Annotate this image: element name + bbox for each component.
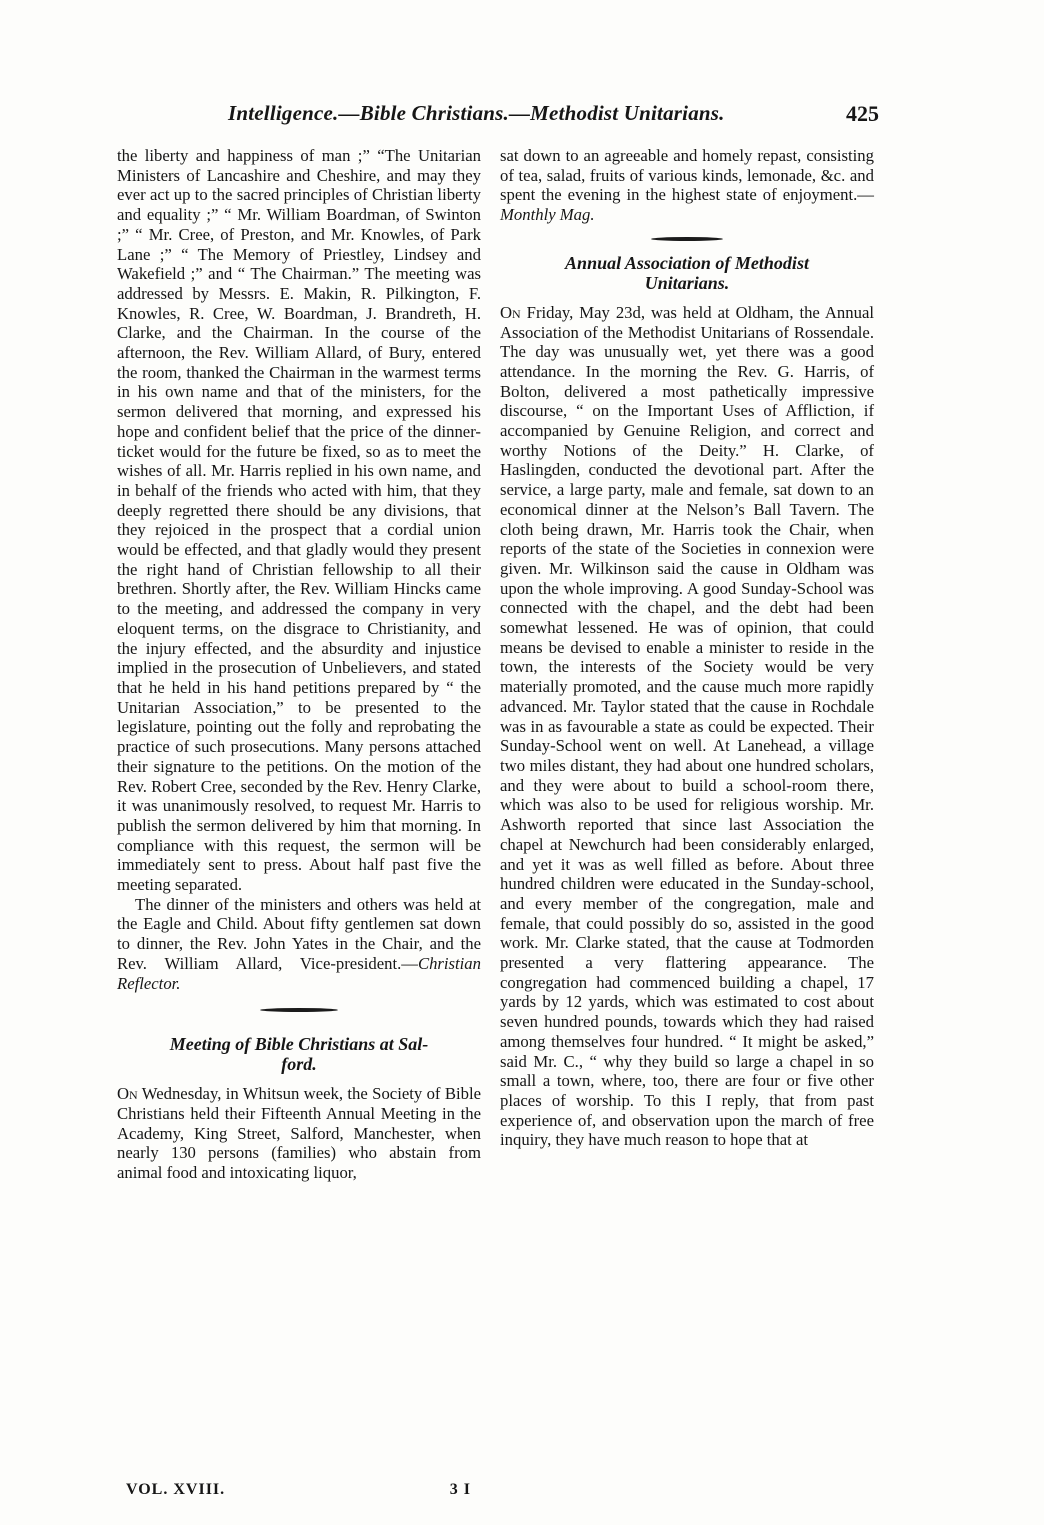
left-column <box>117 146 481 1183</box>
right-column <box>500 146 874 1150</box>
paragraph <box>117 895 481 994</box>
paragraph <box>500 303 874 1150</box>
paragraph <box>117 1084 481 1183</box>
lead-word: On <box>117 1084 138 1104</box>
source-attribution: Monthly Mag. <box>500 205 595 225</box>
paragraph <box>500 146 874 225</box>
source-attribution: Christian Reflector. <box>117 953 481 993</box>
section-heading-line: Unitarians. <box>644 272 730 293</box>
section-heading-line: Meeting of Bible Christians at Sal- <box>169 1034 429 1055</box>
section-heading-line: ford. <box>281 1054 317 1075</box>
paragraph-text: Friday, May 23d, was held at Oldham, the Annual Association of the Methodist Unitarians of Rossendale. The day was unusually wet, yet there was a good attendance. In the morning the Rev. G. Harris, of Bolton, delivered a most pathetically impressive discourse, “ on the Important Uses of Affliction, if accompanied by Genuine Religion, and correct and worthy Notions of the Deity.” H. Clarke, of Haslingden, conducted the devotional part. After the service, a large party, male and female, sat down to an economical dinner at the Nelson’s Ball Tavern. The cloth being drawn, Mr. Harris took the Chair, when reports of the state of the Societies in connexion were given. Mr. Wilkinson said the cause in Oldham was upon the whole improving. A good Sunday-School was connected with the chapel, and the debt had been somewhat lessened. He was of opinion, that could means be devised to enable a minister to reside in the town, the interests of the Society would be very materially promoted, and the cause much more rapidly advanced. Mr. Taylor stated that the cause in Rochdale was in as favourable a state as could be expected. Their Sunday-School went on well. At Lanehead, a village two miles distant, they had about one hundred scholars, and they were about to build a school-room there, which was also to be used for religious worship. Mr. Ashworth reported that since last Association the chapel at Newchurch had been considerably enlarged, and yet it was as well filled as before. About three hundred children were educated in the Sunday-school, and every member of the congregation, male and female, that could possibly do so, assisted in the good work. Mr. Clarke stated, that the cause at Todmorden presented a very flattering appearance. The congregation had commenced building a chapel, 17 yards by 12 yards, which was estimated to cost about seven hundred pounds, towards which they had raised among themselves four hundred. “ It might be asked,” said Mr. C., “ why they build so large a chapel in so small a town, where, too, there are four or five other places of worship. To this I reply, that from past experience of, and observation upon the march of free inquiry, they have much reason to hope that at <box>500 302 874 1150</box>
section-heading-line: Annual Association of Methodist <box>565 252 809 273</box>
section-rule <box>651 237 723 241</box>
lead-word: On <box>500 302 521 322</box>
paragraph-text: sat down to an agreeable and homely repast, consisting of tea, salad, fruits of various kinds, lemonade, &c. and spent the evening in the highest state of enjoyment.— <box>500 146 874 205</box>
paragraph-text: Wednesday, in Whitsun week, the Society of Bible Christians held their Fifteenth Annual Meeting in the Academy, King Street, Salford, Manchester, when nearly 130 persons (families) who abstain from animal food and intoxicating liquor, <box>117 1084 481 1183</box>
page-number: 425 <box>846 101 879 126</box>
section-rule <box>260 1008 338 1012</box>
section-heading <box>500 253 874 293</box>
volume-label: VOL. XVIII. <box>126 1481 226 1498</box>
paragraph-text: The dinner of the ministers and others was held at the Eagle and Child. About fifty gentlemen sat down to dinner, the Rev. John Yates in the Chair, and the Rev. William Allard, Vice-president.— <box>117 894 481 973</box>
signature-mark: 3 I <box>449 1481 471 1498</box>
running-head: Intelligence.—Bible Christians.—Methodist Unitarians. <box>228 101 725 125</box>
section-heading <box>117 1034 481 1074</box>
paragraph: the liberty and happiness of man ;” “The Unitarian Ministers of Lancashire and Cheshire, and may they ever act up to the sacred principles of Christian liberty and equality ;” “ Mr. William Boardman, of Swinton ;” “ Mr. Cree, of Preston, and Mr. Knowles, of Park Lane ;” “ The Memory of Priestley, Lindsey and Wakefield ;” and “ The Chairman.” The meeting was addressed by Messrs. E. Makin, R. Pilkington, F. Knowles, R. Cree, W. Boardman, J. Brandreth, H. Clarke, and the Chairman. In the course of the afternoon, the Rev. William Allard, of Bury, entered the room, thanked the Chairman in the warmest terms in his own name and that of the ministers, for the sermon delivered that morning, and expressed his hope and confident belief that the price of the dinner-ticket would for the future be fixed, so as to meet the wishes of all. Mr. Harris replied in his own name, and in behalf of the friends who acted with him, that they deeply regretted there should be any divisions, that they rejoiced in the prospect that a cordial union would be effected, and that gladly would they present the right hand of Christian fellowship to all their brethren. Shortly after, the Rev. William Hincks came to the meeting, and addressed the company in very eloquent terms, on the disgrace to Christianity, and the injury effected, and the absurdity and injustice implied in the prosecution of Unbelievers, and stated that he held in his hand petitions prepared by “ the Unitarian Association,” to be presented to the legislature, pointing out the folly and reprobating the practice of such prosecutions. Many persons attached their signature to the petitions. On the motion of the Rev. Robert Cree, seconded by the Rev. Henry Clarke, it was unanimously resolved, to request Mr. Harris to publish the sermon delivered by him that morning. In compliance with this request, the sermon will be immediately sent to press. About half past five the meeting separated. <box>117 146 481 895</box>
